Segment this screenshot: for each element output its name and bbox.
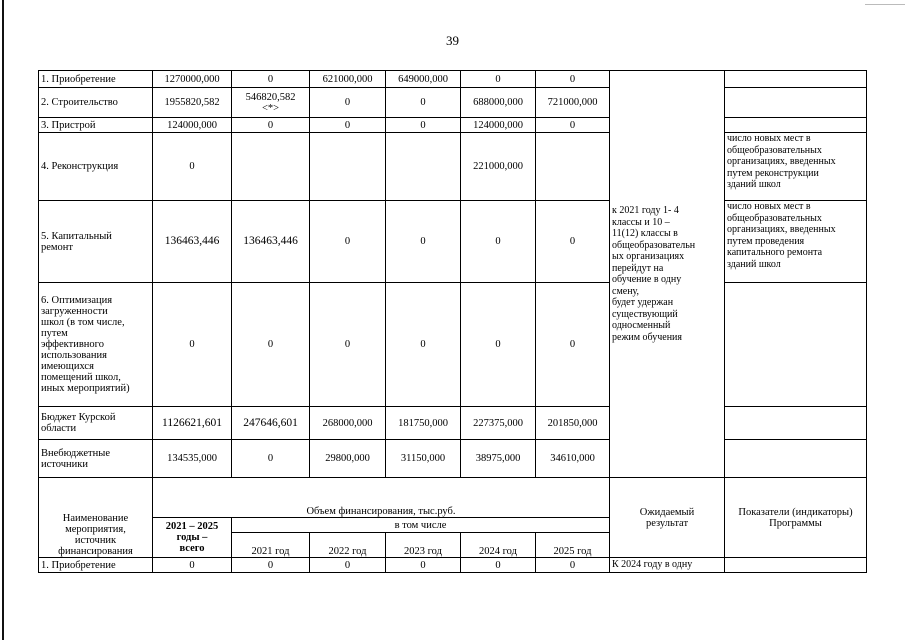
cell-2023: 0 (386, 283, 461, 407)
cell-2021: 0 (232, 118, 310, 133)
row-name: 6. Оптимизация загруженности школ (в том числе, путем эффективного использования имеющихся помещений школ, иных мероприятий) (39, 283, 153, 407)
table-row (39, 407, 867, 440)
cell-total: 0 (153, 558, 232, 573)
cell-2023: 0 (386, 88, 461, 118)
header-year-2025: 2025 год (536, 533, 610, 558)
table-row (39, 558, 867, 573)
row-name: 5. Капитальный ремонт (39, 201, 153, 283)
cell-total: 1126621,601 (153, 407, 232, 440)
cell-2025: 0 (536, 558, 610, 573)
cell-2024: 227375,000 (461, 407, 536, 440)
row-name: 3. Пристрой (39, 118, 153, 133)
indicator-cell (725, 407, 867, 440)
header-result-col: Ожидаемый результат (610, 478, 725, 558)
indicator-cell (725, 71, 867, 88)
indicator-cell (725, 440, 867, 478)
cell-2022: 0 (310, 558, 386, 573)
cell-2022: 0 (310, 283, 386, 407)
cell-2024: 38975,000 (461, 440, 536, 478)
indicator-cell (725, 283, 867, 407)
cell-total: 1270000,000 (153, 71, 232, 88)
cell-2021: 0 (232, 283, 310, 407)
cell-2025: 201850,000 (536, 407, 610, 440)
table-row (39, 440, 867, 478)
page-number: 39 (446, 33, 459, 48)
table-row (39, 201, 867, 283)
expected-result: к 2021 году 1- 4 классы и 10 – 11(12) классы в общеобразовательн ых организациях перейдут на обучение в одну смену, будет удержан существующий односменный режим обучения (610, 71, 725, 478)
indicator-cell (725, 118, 867, 133)
header-including: в том числе (232, 518, 610, 533)
cell-2021: 247646,601 (232, 407, 310, 440)
indicator-cell (725, 88, 867, 118)
cell-2024: 0 (461, 558, 536, 573)
cell-2023: 0 (386, 118, 461, 133)
header-year-2023: 2023 год (386, 533, 461, 558)
cell-2022: 0 (310, 201, 386, 283)
funding-table (38, 70, 867, 573)
cell-total: 0 (153, 133, 232, 201)
cell-2023: 0 (386, 558, 461, 573)
cell-2024: 124000,000 (461, 118, 536, 133)
cell-2022: 29800,000 (310, 440, 386, 478)
cell-total: 124000,000 (153, 118, 232, 133)
cell-total: 134535,000 (153, 440, 232, 478)
row-name: 1. Приобретение (39, 71, 153, 88)
header-total-period: 2021 – 2025 годы – всего (153, 518, 232, 558)
cell-2021: 546820,582 <*> (232, 88, 310, 118)
cell-total: 0 (153, 283, 232, 407)
row-name: 1. Приобретение (39, 558, 153, 573)
cell-2025: 0 (536, 283, 610, 407)
cell-2023: 649000,000 (386, 71, 461, 88)
table-row (39, 71, 867, 88)
header-row (39, 478, 867, 518)
row-name: 4. Реконструкция (39, 133, 153, 201)
cell-2023: 31150,000 (386, 440, 461, 478)
table-row (39, 133, 867, 201)
cell-2022: 621000,000 (310, 71, 386, 88)
cell-2023 (386, 133, 461, 201)
row-name: 2. Строительство (39, 88, 153, 118)
cell-2024: 221000,000 (461, 133, 536, 201)
cell-total: 136463,446 (153, 201, 232, 283)
table-row (39, 118, 867, 133)
cell-2021: 0 (232, 71, 310, 88)
cell-2025: 721000,000 (536, 88, 610, 118)
header-year-2022: 2022 год (310, 533, 386, 558)
table-row (39, 283, 867, 407)
row-name: Внебюджетные источники (39, 440, 153, 478)
cell-2025: 0 (536, 71, 610, 88)
header-year-2021: 2021 год (232, 533, 310, 558)
cell-2021: 136463,446 (232, 201, 310, 283)
cell-2021 (232, 133, 310, 201)
cell-2025: 34610,000 (536, 440, 610, 478)
header-year-2024: 2024 год (461, 533, 536, 558)
cell-2024: 688000,000 (461, 88, 536, 118)
cell-2022 (310, 133, 386, 201)
cell-2022: 0 (310, 88, 386, 118)
cell-2024: 0 (461, 201, 536, 283)
cell-2022: 268000,000 (310, 407, 386, 440)
page-edge-line (2, 0, 4, 640)
indicator-cell (725, 558, 867, 573)
indicator-repair: число новых мест в общеобразовательных организациях, введенных путем проведения капитального ремонта зданий школ (725, 201, 867, 283)
cell-2025 (536, 133, 610, 201)
cell-2023: 0 (386, 201, 461, 283)
row-name: Бюджет Курской области (39, 407, 153, 440)
header-funding: Объем финансирования, тыс.руб. (153, 478, 610, 518)
header-name-col: Наименование мероприятия, источник финансирования (39, 478, 153, 558)
header-indicators-col: Показатели (индикаторы) Программы (725, 478, 867, 558)
expected-result-next: К 2024 году в одну (610, 558, 725, 573)
table-row (39, 88, 867, 118)
cell-2025: 0 (536, 118, 610, 133)
cell-2024: 0 (461, 71, 536, 88)
cell-2024: 0 (461, 283, 536, 407)
cell-2025: 0 (536, 201, 610, 283)
indicator-reconstruction: число новых мест в общеобразовательных организациях, введенных путем реконструкции зданий школ (725, 133, 867, 201)
corner-mark (865, 4, 905, 5)
cell-2022: 0 (310, 118, 386, 133)
cell-2021: 0 (232, 440, 310, 478)
cell-2021: 0 (232, 558, 310, 573)
cell-total: 1955820,582 (153, 88, 232, 118)
cell-2023: 181750,000 (386, 407, 461, 440)
